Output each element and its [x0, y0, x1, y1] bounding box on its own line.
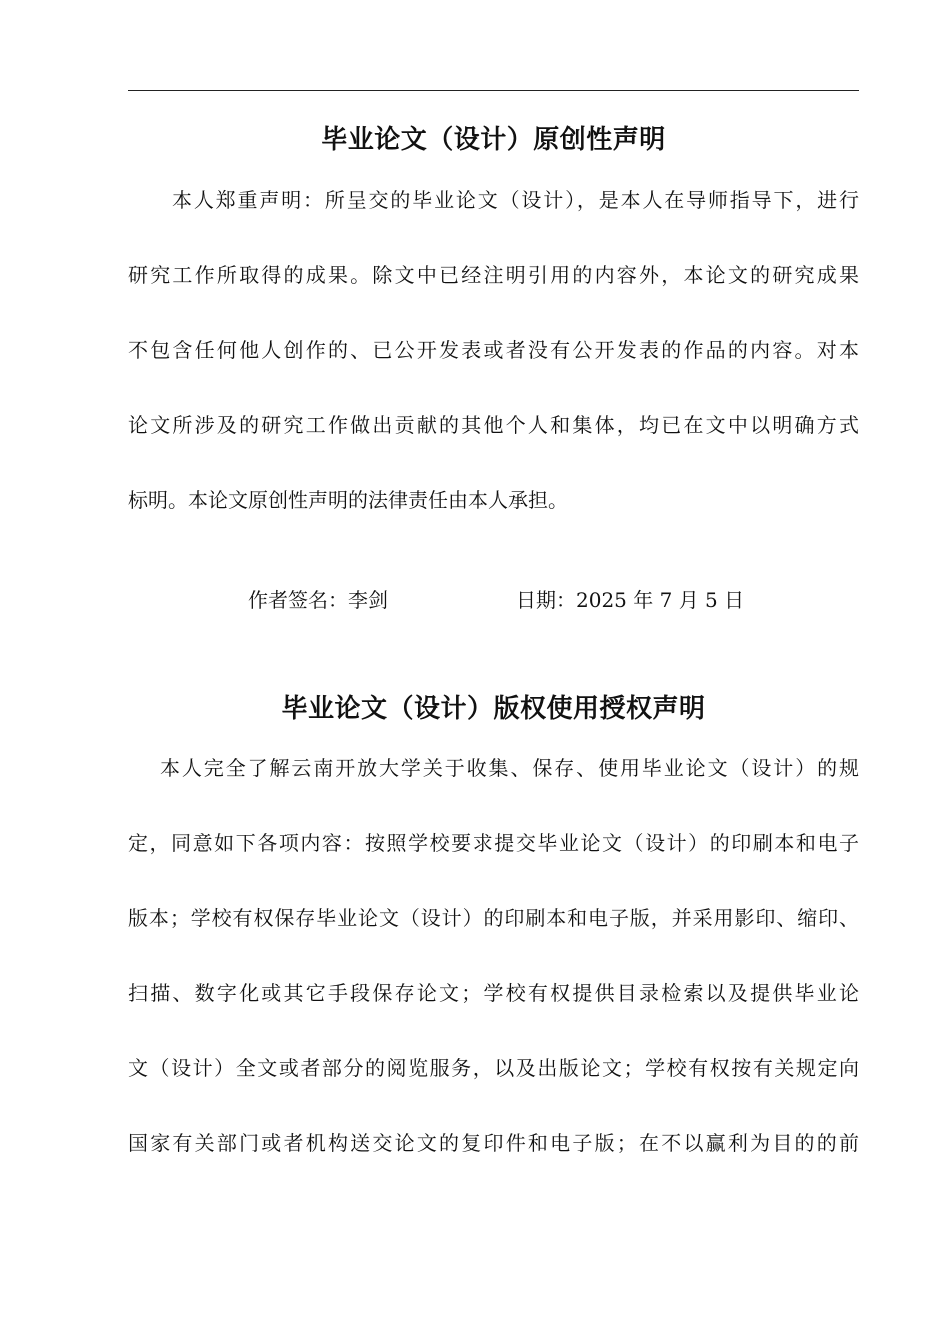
copyright-line-3: 版本；学校有权保存毕业论文（设计）的印刷本和电子版，并采用影印、缩印、 — [128, 906, 859, 930]
copyright-line-6: 国家有关部门或者机构送交论文的复印件和电子版；在不以赢利为目的的前 — [128, 1131, 859, 1155]
copyright-authorization-title: 毕业论文（设计）版权使用授权声明 — [281, 694, 706, 724]
originality-line-2: 研究工作所取得的成果。除文中已经注明引用的内容外，本论文的研究成果 — [128, 263, 859, 287]
header-rule — [128, 90, 859, 91]
author-signature: 作者签名：李剑 — [248, 588, 388, 612]
copyright-line-2: 定，同意如下各项内容：按照学校要求提交毕业论文（设计）的印刷本和电子 — [128, 831, 859, 855]
document-page — [128, 0, 859, 1344]
originality-line-4: 论文所涉及的研究工作做出贡献的其他个人和集体，均已在文中以明确方式 — [128, 413, 859, 437]
originality-line-5: 标明。本论文原创性声明的法律责任由本人承担。 — [128, 488, 568, 512]
signature-date: 日期：2025 年 7 月 5 日 — [516, 588, 745, 612]
copyright-line-1: 本人完全了解云南开放大学关于收集、保存、使用毕业论文（设计）的规 — [160, 756, 859, 780]
copyright-line-5: 文（设计）全文或者部分的阅览服务，以及出版论文；学校有权按有关规定向 — [128, 1056, 859, 1080]
originality-line-1: 本人郑重声明：所呈交的毕业论文（设计），是本人在导师指导下，进行 — [172, 188, 859, 212]
copyright-line-4: 扫描、数字化或其它手段保存论文；学校有权提供目录检索以及提供毕业论 — [128, 981, 859, 1005]
originality-declaration-body — [128, 163, 859, 538]
originality-declaration-title: 毕业论文（设计）原创性声明 — [321, 125, 666, 155]
signature-row — [128, 584, 859, 616]
originality-line-3: 不包含任何他人创作的、已公开发表或者没有公开发表的作品的内容。对本 — [128, 338, 859, 362]
copyright-authorization-body — [128, 731, 859, 1181]
